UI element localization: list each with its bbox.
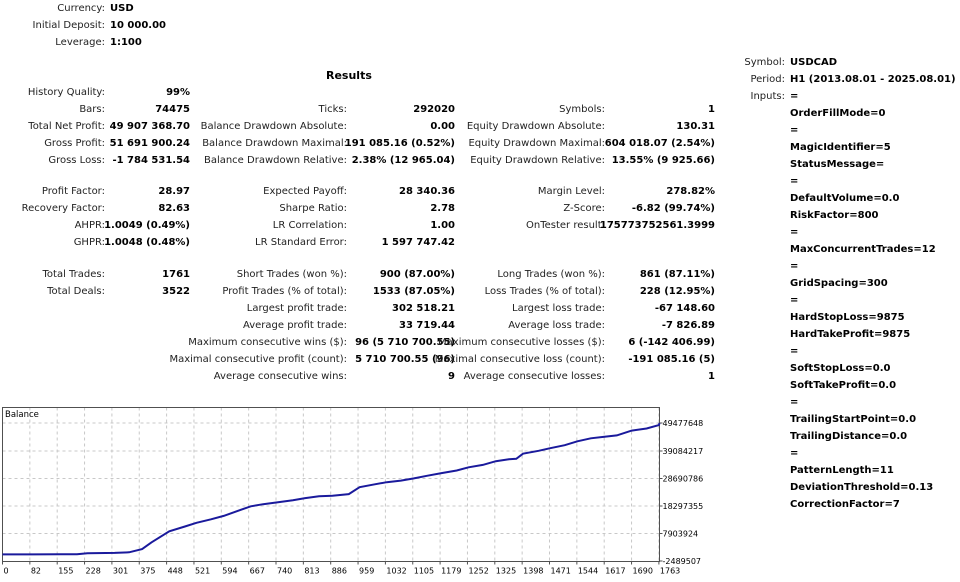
stat-label: Ticks:	[318, 104, 347, 115]
stat-value: 74475	[155, 104, 190, 115]
y-tick-label: 28690786	[662, 474, 704, 484]
stat-label: Balance Drawdown Maximal:	[202, 138, 347, 149]
stat-value: 228 (12.95%)	[639, 286, 715, 297]
stat-value: -1 784 531.54	[112, 155, 190, 166]
y-axis-labels	[663, 419, 704, 566]
input-param: HardStopLoss=9875	[790, 312, 905, 323]
stat-value: 1.00	[430, 220, 455, 231]
history-quality-value: 99%	[166, 87, 190, 98]
stat-value: 28.97	[158, 186, 190, 197]
balance-chart	[0, 405, 720, 582]
period-label: Period:	[750, 74, 785, 85]
stat-label: Average profit trade:	[242, 320, 347, 331]
stat-label: GHPR:	[73, 237, 105, 248]
x-tick-label: 1544	[577, 566, 599, 576]
stat-label: Loss Trades (% of total):	[484, 286, 605, 297]
x-tick-label: 375	[140, 566, 156, 576]
stat-value: 292020	[413, 104, 455, 115]
stat-label: OnTester result:	[525, 220, 605, 231]
inputs-label: Inputs:	[750, 91, 785, 102]
stat-value: 1	[708, 371, 715, 382]
y-tick-label: 49477648	[662, 419, 704, 428]
leverage-value: 1:100	[110, 37, 142, 48]
x-tick-label: 594	[222, 566, 238, 576]
y-tick-label: 7903924	[662, 529, 699, 539]
x-tick-label: 1252	[468, 566, 489, 576]
stat-value: 1533 (87.05%)	[372, 286, 455, 297]
input-param: TrailingStartPoint=0.0	[790, 414, 917, 425]
x-tick-label: 813	[304, 566, 320, 576]
stat-label: Total Trades:	[42, 269, 105, 280]
stat-label: Total Deals:	[47, 286, 105, 297]
y-tick-label: 18297355	[662, 502, 704, 511]
stat-label: Bars:	[79, 104, 105, 115]
stat-value: 0.00	[430, 121, 455, 132]
stat-value: 82.63	[158, 203, 190, 214]
x-tick-label: 1032	[386, 566, 407, 576]
results-title: Results	[326, 69, 372, 82]
stat-value: 49 907 368.70	[109, 121, 190, 132]
input-param: MagicIdentifier=5	[790, 142, 891, 153]
chart-title: Balance	[5, 410, 39, 420]
stat-value: 1 597 747.42	[381, 237, 455, 248]
stat-label: Maximum consecutive wins ($):	[188, 337, 347, 348]
stat-value: 1.0048 (0.48%)	[104, 237, 190, 248]
stat-label: Profit Trades (% of total):	[222, 286, 347, 297]
y-tick-label: 39084217	[662, 447, 704, 456]
x-tick-label: 1690	[632, 566, 653, 576]
stat-value: 900 (87.00%)	[379, 269, 455, 280]
stat-label: Margin Level:	[537, 186, 605, 197]
stat-label: Sharpe Ratio:	[279, 203, 347, 214]
stat-value: 9	[448, 371, 455, 382]
x-tick-label: 448	[167, 566, 183, 576]
input-param: =	[790, 261, 799, 272]
initial-deposit-value: 10 000.00	[110, 20, 166, 31]
x-tick-label: 0	[3, 566, 9, 576]
stat-value: 5 710 700.55 (96)	[355, 354, 455, 365]
input-param: =	[790, 397, 799, 408]
stat-label: Maximal consecutive profit (count):	[169, 354, 347, 365]
stat-value: -7 826.89	[661, 320, 715, 331]
input-param: DefaultVolume=0.0	[790, 193, 900, 204]
stat-value: 2.78	[430, 203, 455, 214]
stat-label: Largest profit trade:	[246, 303, 347, 314]
stat-label: Short Trades (won %):	[236, 269, 347, 280]
stat-label: Equity Drawdown Relative:	[470, 155, 605, 166]
stat-value: 51 691 900.24	[109, 138, 190, 149]
stat-value: -67 148.60	[654, 303, 715, 314]
input-param: =	[790, 91, 799, 102]
input-param: CorrectionFactor=7	[790, 499, 900, 510]
y-tick-label: -2489507	[662, 557, 702, 566]
stat-value: 33 719.44	[399, 320, 455, 331]
x-tick-label: 1105	[413, 566, 435, 576]
stat-value: 13.55% (9 925.66)	[611, 155, 715, 166]
stat-value: 3522	[162, 286, 190, 297]
stat-value: 2.38% (12 965.04)	[351, 155, 455, 166]
input-param: PatternLength=11	[790, 465, 894, 476]
stat-value: 130.31	[676, 121, 715, 132]
symbol-value: USDCAD	[790, 57, 838, 68]
input-param: SoftTakeProfit=0.0	[790, 380, 897, 391]
x-tick-label: 1617	[605, 566, 626, 576]
x-tick-label: 155	[58, 566, 74, 576]
input-param: OrderFillMode=0	[790, 108, 886, 119]
x-tick-label: 886	[331, 566, 347, 576]
input-param: DeviationThreshold=0.13	[790, 482, 934, 493]
stat-label: LR Standard Error:	[255, 237, 347, 248]
x-tick-label: 301	[112, 566, 129, 576]
input-param: =	[790, 176, 799, 187]
stat-label: Balance Drawdown Relative:	[203, 155, 347, 166]
stat-value: 28 340.36	[399, 186, 455, 197]
stat-label: Gross Loss:	[48, 155, 105, 166]
stat-label: Long Trades (won %):	[497, 269, 605, 280]
stat-value: -191 085.16 (5)	[628, 354, 715, 365]
stat-value: 6 (-142 406.99)	[628, 337, 715, 348]
input-param: =	[790, 295, 799, 306]
leverage-label: Leverage:	[55, 37, 105, 48]
stat-value: 302 518.21	[392, 303, 455, 314]
input-param: =	[790, 125, 799, 136]
input-param: =	[790, 448, 799, 459]
stat-label: Total Net Profit:	[28, 121, 105, 132]
stat-value: 1.0049 (0.49%)	[104, 220, 190, 231]
stat-label: Balance Drawdown Absolute:	[200, 121, 347, 132]
input-param: HardTakeProfit=9875	[790, 329, 911, 340]
stat-label: Expected Payoff:	[263, 186, 347, 197]
chart-grid	[3, 408, 663, 565]
input-param: TrailingDistance=0.0	[790, 431, 908, 442]
stat-label: Gross Profit:	[44, 138, 105, 149]
stat-label: Average consecutive wins:	[213, 371, 347, 382]
x-tick-label: 521	[194, 566, 211, 576]
x-tick-label: 959	[359, 566, 375, 576]
currency-label: Currency:	[57, 3, 105, 14]
history-quality-label: History Quality:	[27, 87, 105, 98]
initial-deposit-label: Initial Deposit:	[32, 20, 105, 31]
x-tick-label: 667	[249, 566, 265, 576]
x-tick-label: 1179	[441, 566, 462, 576]
input-param: RiskFactor=800	[790, 210, 879, 221]
stat-label: Symbols:	[559, 104, 605, 115]
stat-value: 1	[708, 104, 715, 115]
stat-value: -6.82 (99.74%)	[631, 203, 715, 214]
x-axis-labels	[4, 567, 681, 576]
stat-label: Maximum consecutive losses ($):	[438, 337, 605, 348]
currency-value: USD	[110, 3, 134, 14]
stat-value: 191 085.16 (0.52%)	[344, 138, 455, 149]
stat-value: 604 018.07 (2.54%)	[604, 138, 715, 149]
stat-label: Recovery Factor:	[21, 203, 105, 214]
stat-label: Profit Factor:	[41, 186, 105, 197]
input-param: GridSpacing=300	[790, 278, 888, 289]
stat-value: 1761	[162, 269, 190, 280]
x-tick-label: 1763	[659, 566, 681, 576]
symbol-label: Symbol:	[744, 57, 785, 68]
stat-label: Equity Drawdown Absolute:	[466, 121, 605, 132]
input-param: =	[790, 346, 799, 357]
stat-value: 278.82%	[666, 186, 715, 197]
x-tick-label: 1398	[523, 566, 544, 576]
x-tick-label: 740	[277, 566, 293, 576]
x-tick-label: 228	[85, 566, 101, 576]
stat-label: LR Correlation:	[272, 220, 347, 231]
x-tick-label: 1325	[495, 566, 517, 576]
stat-value: 175773752561.3999	[599, 220, 715, 231]
stat-label: Average loss trade:	[508, 320, 605, 331]
input-param: SoftStopLoss=0.0	[790, 363, 891, 374]
x-tick-label: 1471	[550, 566, 571, 576]
stat-value: 861 (87.11%)	[639, 269, 715, 280]
chart-frame	[3, 408, 660, 562]
stat-label: Z-Score:	[563, 203, 605, 214]
x-tick-label: 82	[30, 566, 42, 576]
stat-label: Average consecutive losses:	[463, 371, 605, 382]
period-value: H1 (2013.08.01 - 2025.08.01)	[790, 74, 956, 85]
stat-label: Largest loss trade:	[512, 303, 605, 314]
input-param: =	[790, 227, 799, 238]
stat-label: Equity Drawdown Maximal:	[468, 138, 605, 149]
input-param: MaxConcurrentTrades=12	[790, 244, 936, 255]
stat-value: 96 (5 710 700.55)	[355, 337, 455, 348]
stat-label: Maximal consecutive loss (count):	[434, 354, 605, 365]
input-param: StatusMessage=	[790, 159, 885, 170]
stat-label: AHPR:	[74, 220, 105, 231]
